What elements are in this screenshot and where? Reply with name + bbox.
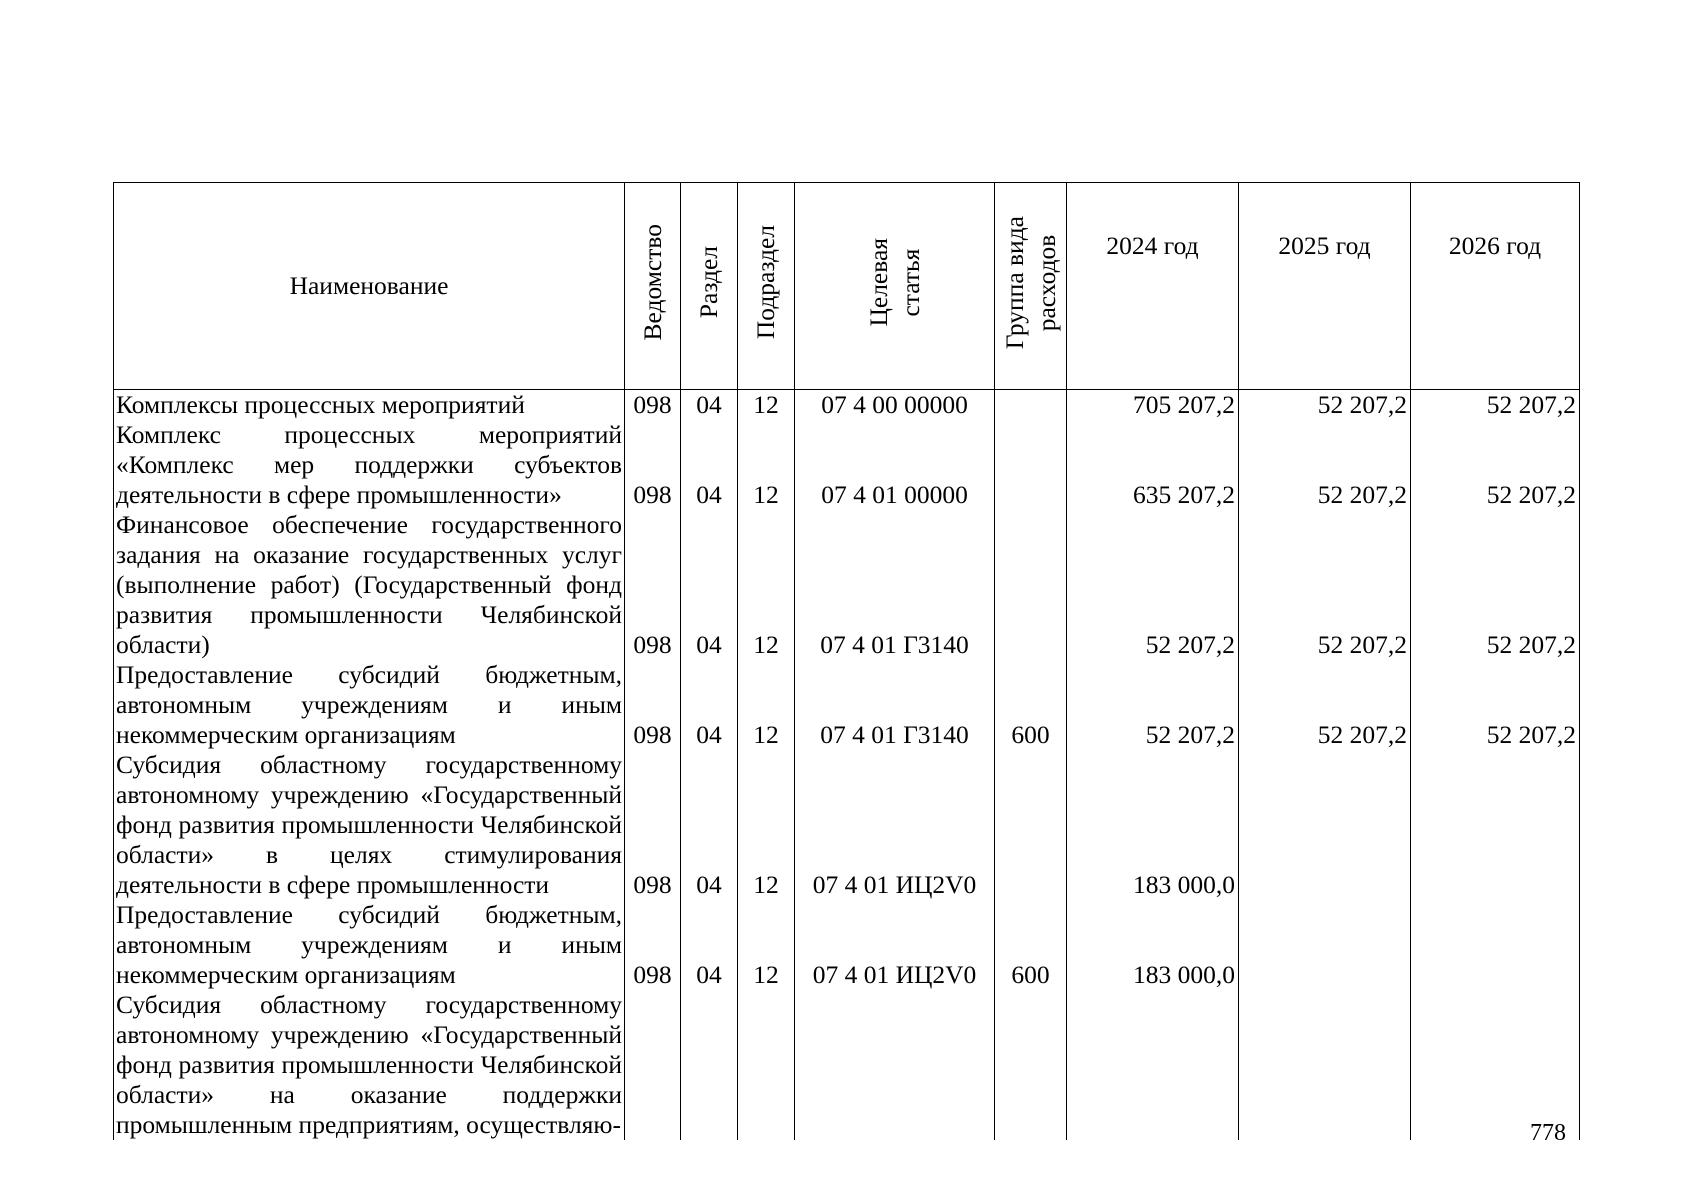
header-expense-group-label: Группа вида расходов: [999, 215, 1061, 350]
header-name: Наименование: [114, 183, 625, 390]
cell-subsection: 12: [738, 390, 795, 421]
cell-name: Финансовое обеспечение государственного задания на оказание государственных услуг (выполнение работ) (Государственный фонд развития промышленности Челябинской области): [114, 510, 625, 660]
cell-expense-group: [995, 420, 1067, 510]
budget-table: [113, 182, 1580, 1140]
cell-department: 098: [625, 900, 681, 990]
cell-subsection: [738, 990, 795, 1140]
cell-name: Предоставление субсидий бюджетным, автономным учреждениям и иным некоммерческим организациям: [114, 900, 625, 990]
cell-target-article: [795, 990, 995, 1140]
cell-name: Комплекс процессных мероприятий «Комплекс мер поддержки субъектов деятельности в сфере промышленности»: [114, 420, 625, 510]
cell-target-article: 07 4 01 00000: [795, 420, 995, 510]
cell-subsection: 12: [738, 510, 795, 660]
cell-year-2026: [1411, 990, 1580, 1140]
cell-name: Предоставление субсидий бюджетным, автономным учреждениям и иным некоммерческим организациям: [114, 660, 625, 750]
header-year-2024: 2024 год: [1067, 183, 1239, 390]
cell-year-2026: [1411, 750, 1580, 900]
cell-expense-group: [995, 990, 1067, 1140]
cell-target-article: 07 4 01 ИЦ2V0: [795, 750, 995, 900]
cell-section: 04: [681, 390, 738, 421]
cell-year-2024: 705 207,2: [1067, 390, 1239, 421]
header-expense-group: [995, 183, 1067, 390]
table-row: [114, 390, 1580, 421]
cell-year-2026: 52 207,2: [1411, 660, 1580, 750]
cell-year-2024: 52 207,2: [1067, 660, 1239, 750]
cell-section: [681, 990, 738, 1140]
cell-year-2024: [1067, 990, 1239, 1140]
cell-year-2026: 52 207,2: [1411, 510, 1580, 660]
cell-section: 04: [681, 900, 738, 990]
table-row: [114, 510, 1580, 660]
table-row: [114, 750, 1580, 900]
cell-expense-group: 600: [995, 900, 1067, 990]
header-target-article-label: Целевая статья: [863, 238, 925, 327]
table-row: [114, 990, 1580, 1140]
cell-section: 04: [681, 750, 738, 900]
header-year-2026: 2026 год: [1411, 183, 1580, 390]
cell-name: Субсидия областному государственному автономному учреждению «Государственный фонд развития промышленности Челябинской области» на оказание поддержки промышленным предприятиям, осуществляю-: [114, 990, 625, 1140]
cell-year-2025: 52 207,2: [1239, 510, 1411, 660]
cell-target-article: 07 4 01 Г3140: [795, 660, 995, 750]
cell-section: 04: [681, 660, 738, 750]
cell-name: Комплексы процессных мероприятий: [114, 390, 625, 421]
cell-subsection: 12: [738, 420, 795, 510]
table-body: [114, 390, 1580, 1141]
cell-year-2024: 183 000,0: [1067, 900, 1239, 990]
header-department-label: Ведомство: [637, 224, 667, 341]
cell-department: 098: [625, 510, 681, 660]
table-row: [114, 660, 1580, 750]
cell-department: 098: [625, 390, 681, 421]
header-department: [625, 183, 681, 390]
cell-year-2025: 52 207,2: [1239, 660, 1411, 750]
cell-subsection: 12: [738, 900, 795, 990]
cell-expense-group: [995, 390, 1067, 421]
header-row: [114, 183, 1580, 390]
cell-name: Субсидия областному государственному автономному учреждению «Государственный фонд развития промышленности Челябинской области» в целях стимулирования деятельности в сфере промышленности: [114, 750, 625, 900]
cell-expense-group: [995, 750, 1067, 900]
table-row: [114, 900, 1580, 990]
cell-year-2025: 52 207,2: [1239, 420, 1411, 510]
header-subsection: [738, 183, 795, 390]
cell-year-2025: [1239, 750, 1411, 900]
cell-year-2025: 52 207,2: [1239, 390, 1411, 421]
cell-year-2024: 635 207,2: [1067, 420, 1239, 510]
cell-year-2025: [1239, 990, 1411, 1140]
header-subsection-label: Подраздел: [751, 225, 780, 340]
cell-expense-group: [995, 510, 1067, 660]
page-number: 778: [1530, 1120, 1566, 1146]
cell-department: [625, 990, 681, 1140]
header-year-2025: 2025 год: [1239, 183, 1411, 390]
cell-target-article: 07 4 01 ИЦ2V0: [795, 900, 995, 990]
header-section-label: Раздел: [694, 246, 723, 319]
cell-section: 04: [681, 420, 738, 510]
cell-year-2026: 52 207,2: [1411, 420, 1580, 510]
cell-year-2024: 183 000,0: [1067, 750, 1239, 900]
cell-section: 04: [681, 510, 738, 660]
cell-year-2026: 52 207,2: [1411, 390, 1580, 421]
cell-target-article: 07 4 01 Г3140: [795, 510, 995, 660]
cell-expense-group: 600: [995, 660, 1067, 750]
cell-year-2024: 52 207,2: [1067, 510, 1239, 660]
cell-year-2025: [1239, 900, 1411, 990]
cell-target-article: 07 4 00 00000: [795, 390, 995, 421]
cell-subsection: 12: [738, 660, 795, 750]
cell-subsection: 12: [738, 750, 795, 900]
header-target-article: [795, 183, 995, 390]
cell-department: 098: [625, 420, 681, 510]
cell-department: 098: [625, 750, 681, 900]
cell-year-2026: [1411, 900, 1580, 990]
cell-department: 098: [625, 660, 681, 750]
table-row: [114, 420, 1580, 510]
header-section: [681, 183, 738, 390]
